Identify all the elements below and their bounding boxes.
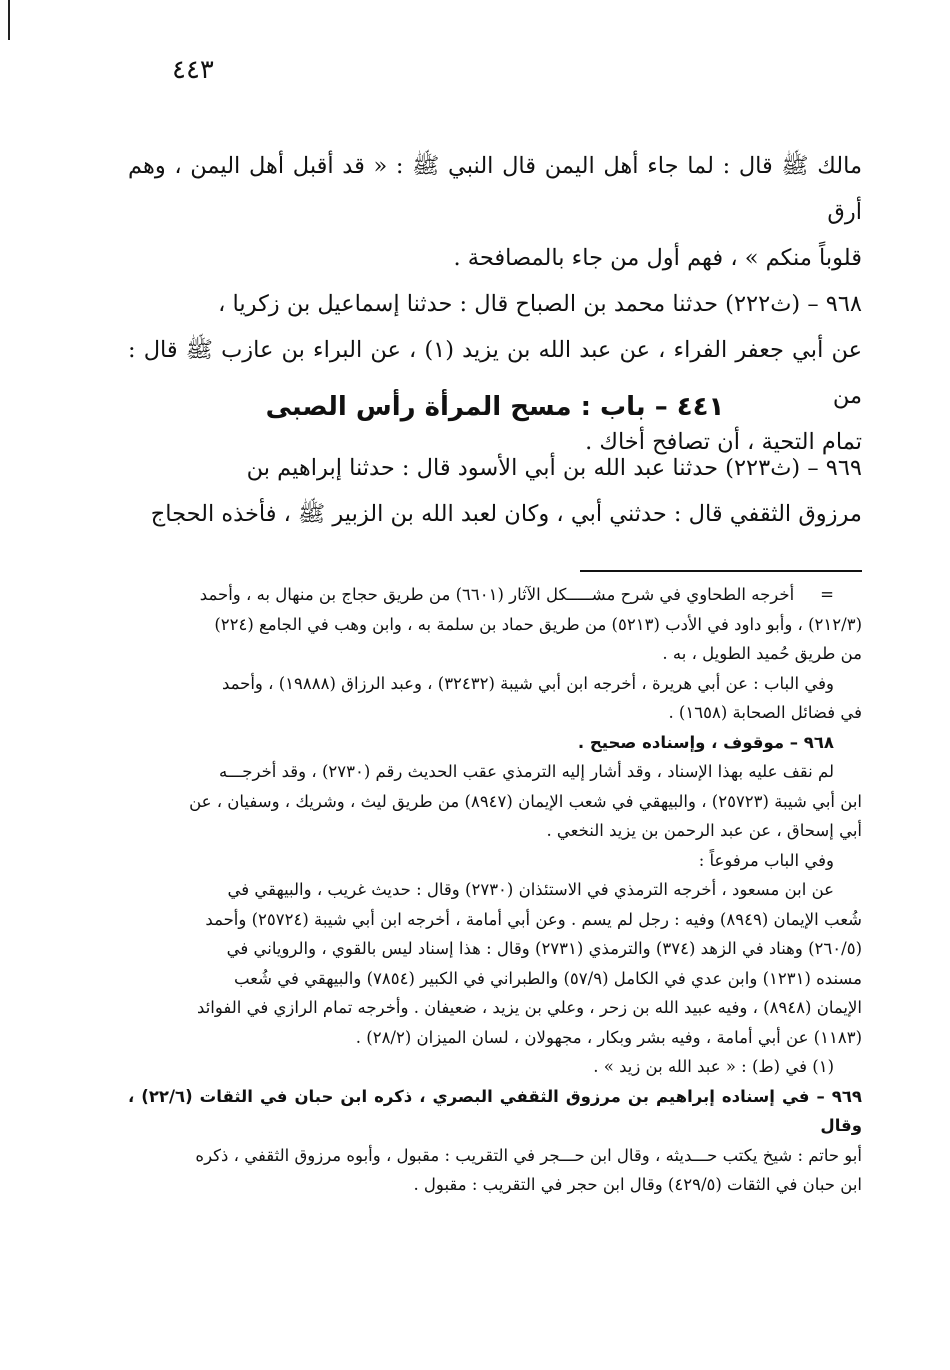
main-line: مالك ﷺ قال : لما جاء أهل اليمن قال النبي ﷺ : « قد أقبل أهل اليمن ، وهم أرق [128,153,862,225]
main-text-block-2 [128,445,862,537]
footnote-line: مسنده (١٢٣١) وابن عدي في الكامل (٥٧/٩) والطبراني في الكبير (٧٨٥٤) والبيهقي في شُعب [233,968,862,988]
main-line: عن أبي جعفر الفراء ، عن عبد الله بن يزيد (١) ، عن البراء بن عازب ﷺ قال : من [128,337,862,409]
footnote-line: أبو حاتم : شيخ يكتب حـــديثه ، وقال ابن حـــجر في التقريب : مقبول ، وأبوه مرزوق الثقفي ، ذكره [195,1145,862,1165]
footnote-line: وفي الباب مرفوعاً : [698,850,834,870]
footnote-heading-969: ٩٦٩ – في إسناده إبراهيم بن مرزوق الثقفي البصري ، ذكره ابن حبان في الثقات (٢٢/٦) ، وقال [128,1086,862,1135]
footnote-line: لم نقف عليه بهذا الإسناد ، وقد أشار إليه الترمذي عقب الحديث رقم (٢٧٣٠) ، وقد أخرجـــه [218,762,834,781]
scan-edge-line [8,0,10,40]
main-line: مرزوق الثقفي قال : حدثني أبي ، وكان لعبد الله بن الزبير ﷺ ، فأخذه الحجاج [150,501,862,527]
page-number: ٤٤٣ [172,55,214,85]
footnote-1: (١) في (ط) : « عبد الله بن زيد » . [593,1057,834,1076]
footnote-line: (٢١٢/٣) ، وأبو داود في الأدب (٥٢١٣) من طريق حماد بن سلمة به ، وابن وهب في الجامع (٢٢٤) [214,614,862,634]
footnote-text: أخرجه الطحاوي في شرح مشـــــكل الآثار (٦٦٠١) من طريق حجاج بن منهال به ، وأحمد [199,585,795,604]
footnote-separator [580,570,862,572]
footnotes [128,580,862,1200]
footnote-line: شُعب الإيمان (٨٩٤٩) وفيه : رجل لم يسم . وعن أبي أمامة ، أخرجه ابن أبي شيبة (٢٥٧٢٤) وأحمد [205,909,862,929]
main-line: قلوباً منكم » ، فهم أول من جاء بالمصافحة . [453,245,862,271]
footnote-line [128,580,862,610]
continuation-marker: = [820,585,834,604]
main-line: تمام التحية ، أن تصافح أخاك . [585,429,862,455]
footnote-line: وفي الباب : عن أبي هريرة ، أخرجه ابن أبي شيبة (٣٢٤٣٢) ، وعبد الرزاق (١٩٨٨٨) ، وأحمد [221,673,834,693]
footnote-line: الإيمان (٨٩٤٨) ، وفيه عبيد الله بن زحر ، وعلي بن يزيد ، ضعيفان . وأخرجه تمام الرازي في الفوائد [197,998,862,1017]
footnote-line: (١١٨٣) عن أبي أمامة ، وفيه بشر وبكار ، مجهولان ، لسان الميزان (٢٨/٢) . [355,1027,862,1047]
footnote-heading-968: ٩٦٨ – موقوف ، وإسناده صحيح . [577,732,834,752]
hadith-969: ٩٦٩ – (ث٢٢٣) حدثنا عبد الله بن أبي الأسود قال : حدثنا إبراهيم بن [246,455,862,481]
footnote-line: ابن أبي شيبة (٢٥٧٢٣) ، والبيهقي في شعب الإيمان (٨٩٤٧) من طريق ليث ، وشريك ، وسفيان ، عن [189,791,862,811]
footnote-line: من طريق حُميد الطويل ، به . [662,644,862,663]
hadith-968: ٩٦٨ – (ث٢٢٢) حدثنا محمد بن الصباح قال : حدثنا إسماعيل بن زكريا ، [218,291,862,317]
footnote-line: (٢٦٠/٥) وهناد في الزهد (٣٧٤) والترمذي (٢٧٣١) وقال : هذا إسناد ليس بالقوي ، والروياني في [226,939,862,958]
chapter-heading: ٤٤١ – باب : مسح المرأة رأس الصبى [265,392,725,422]
footnote-line: عن ابن مسعود ، أخرجه الترمذي في الاستئذان (٢٧٣٠) وقال : حديث غريب ، والبيهقي في [227,880,834,899]
footnote-line: أبي إسحاق ، عن عبد الرحمن بن يزيد النخعي . [546,821,862,840]
footnote-line: في فضائل الصحابة (١٦٥٨) . [668,703,862,722]
footnote-line: ابن حبان في الثقات (٤٢٩/٥) وقال ابن حجر في التقريب : مقبول . [413,1175,862,1194]
